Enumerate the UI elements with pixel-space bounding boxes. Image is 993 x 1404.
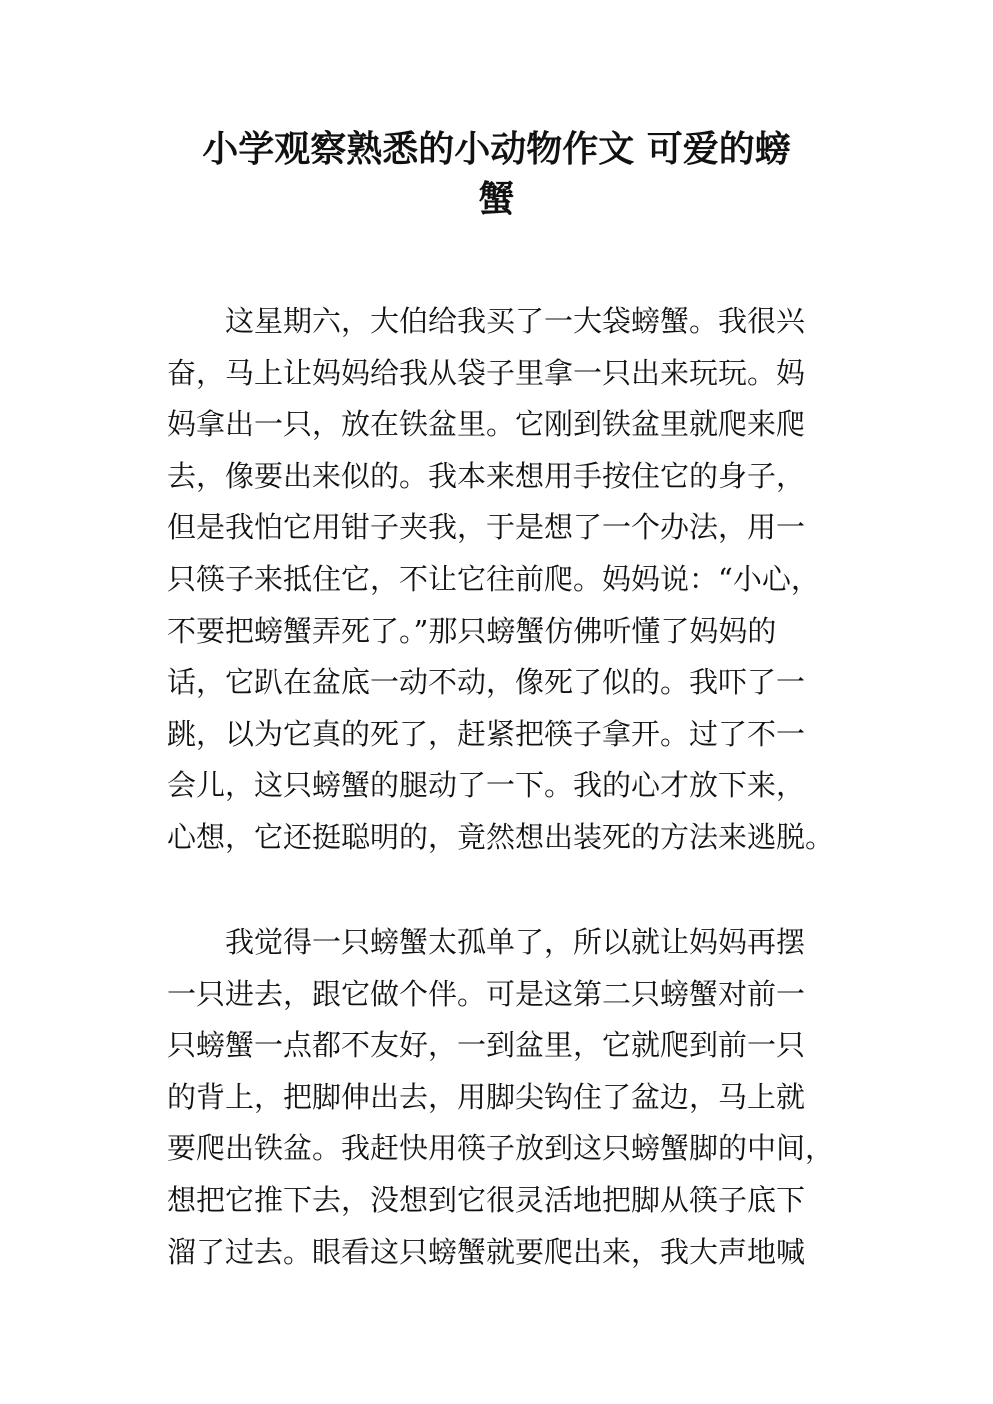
text-line: 只筷子来抵住它，不让它往前爬。妈妈说：“小心， <box>167 561 820 596</box>
text-line: 我觉得一只螃蟹太孤单了，所以就让妈妈再摆 <box>167 925 806 959</box>
paragraph-1 <box>167 296 847 864</box>
text-line: 溜了过去。眼看这只螃蟹就要爬出来，我大声地喊 <box>167 1234 806 1269</box>
text-line: 想把它推下去，没想到它很灵活地把脚从筷子底下 <box>167 1182 806 1217</box>
text-line: 跳，以为它真的死了，赶紧把筷子拿开。过了不一 <box>167 716 806 751</box>
paragraph-2 <box>167 917 847 1278</box>
document-title <box>0 125 993 225</box>
text-line: 妈拿出一只，放在铁盆里。它刚到铁盆里就爬来爬 <box>167 407 806 442</box>
text-line: 去，像要出来似的。我本来想用手按住它的身子， <box>167 458 806 493</box>
text-line: 要爬出铁盆。我赶快用筷子放到这只螃蟹脚的中间， <box>167 1131 835 1166</box>
title-line: 小学观察熟悉的小动物作文 可爱的螃 <box>202 129 791 170</box>
text-line: 心想，它还挺聪明的，竟然想出装死的方法来逃脱。 <box>167 819 835 854</box>
text-line: 不要把螃蟹弄死了。”那只螃蟹仿佛听懂了妈妈的 <box>167 613 777 648</box>
text-line: 话，它趴在盆底一动不动，像死了似的。我吓了一 <box>167 665 806 700</box>
text-line: 的背上，把脚伸出去，用脚尖钩住了盆边，马上就 <box>167 1079 806 1114</box>
text-line: 奋，马上让妈妈给我从袋子里拿一只出来玩玩。妈 <box>167 355 806 390</box>
text-line: 但是我怕它用钳子夹我，于是想了一个办法，用一 <box>167 510 806 545</box>
text-line: 会儿，这只螃蟹的腿动了一下。我的心才放下来， <box>167 768 806 803</box>
title-line: 蟹 <box>478 179 515 220</box>
text-line: 一只进去，跟它做个伴。可是这第二只螃蟹对前一 <box>167 976 806 1011</box>
text-line: 这星期六，大伯给我买了一大袋螃蟹。我很兴 <box>167 304 806 338</box>
text-line: 只螃蟹一点都不友好，一到盆里，它就爬到前一只 <box>167 1028 806 1063</box>
